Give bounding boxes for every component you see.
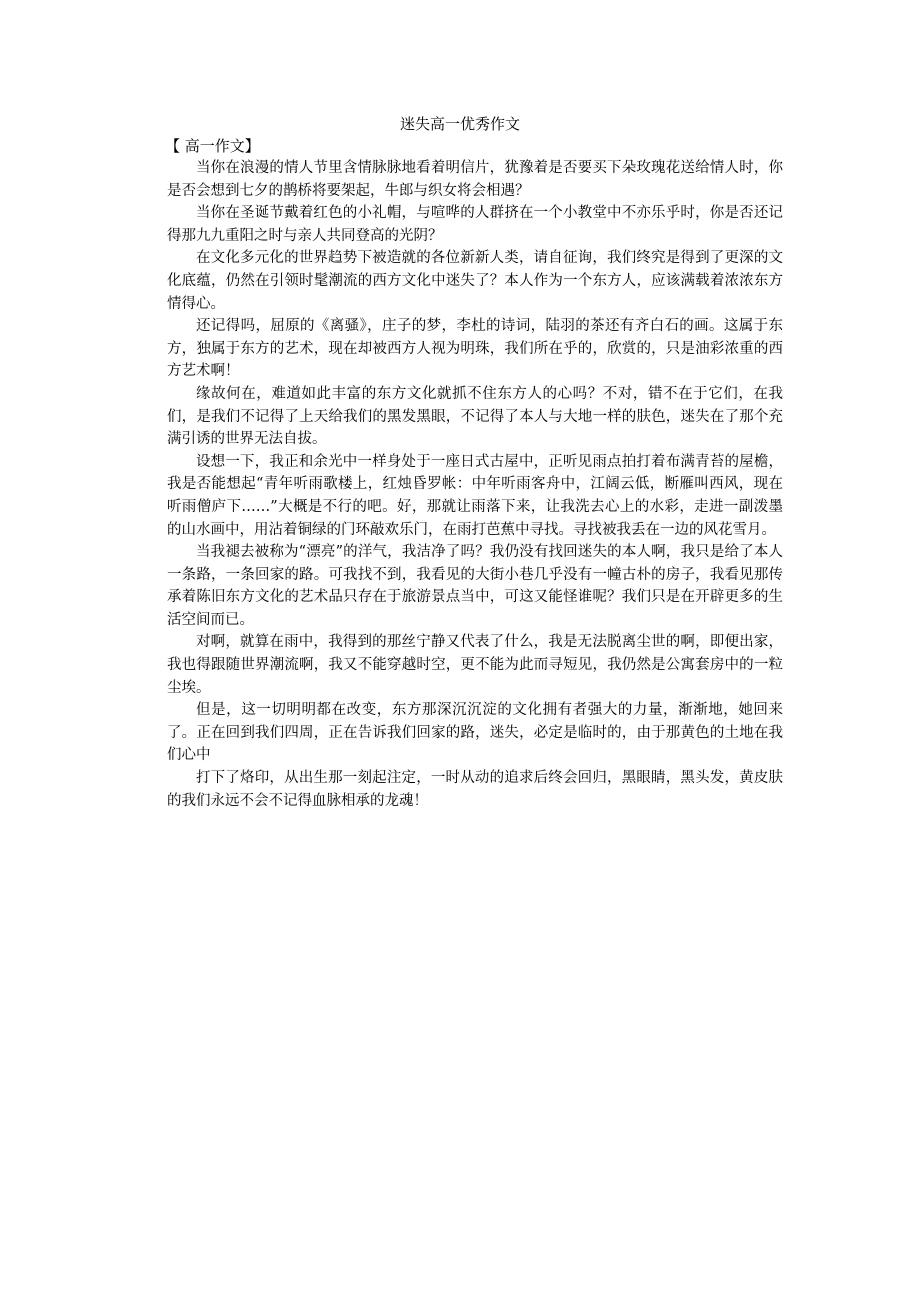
paragraph: 还记得吗，屈原的《离骚》，庄子的梦，李杜的诗词，陆羽的茶还有齐白石的画。这属于东方，独属于东方的艺术，现在却被西方人视为明珠，我们所在乎的，欣赏的，只是油彩浓重的西方艺术啊！ <box>167 318 783 380</box>
paragraph: 在文化多元化的世界趋势下被造就的各位新新人类，请自征询，我们终究是得到了更深的文化底蕴，仍然在引领时髦潮流的西方文化中迷失了？本人作为一个东方人，应该满载着浓浓东方情得心。 <box>167 250 783 312</box>
paragraph: 但是，这一切明明都在改变，东方那深沉沉淀的文化拥有者强大的力量，渐渐地，她回来了。正在回到我们四周，正在告诉我们回家的路，迷失，必定是临时的，由于那黄色的土地在我们心中 <box>167 702 783 764</box>
paragraph: 当我褪去被称为“漂亮”的洋气，我洁净了吗？我仍没有找回迷失的本人啊，我只是给了本人一条路，一条回家的路。可我找不到，我看见的大街小巷几乎没有一幢古朴的房子，我看见那传承着陈旧东方文化的艺术品只存在于旅游景点当中，可这又能怪谁呢？我们只是在开辟更多的生活空间而已。 <box>167 544 783 628</box>
category-tag: 【 高一作文】 <box>165 137 260 155</box>
paragraph: 当你在圣诞节戴着红色的小礼帽，与喧哗的人群挤在一个小教堂中不亦乐乎时，你是否还记得那九九重阳之时与亲人共同登高的光阴？ <box>167 205 783 244</box>
paragraph: 对啊，就算在雨中，我得到的那丝宁静又代表了什么，我是无法脱离尘世的啊，即便出家，我也得跟随世界潮流啊，我又不能穿越时空，更不能为此而寻短见，我仍然是公寓套房中的一粒尘埃。 <box>167 634 783 696</box>
document-title: 迷失高一优秀作文 <box>399 115 520 133</box>
paragraph: 打下了烙印，从出生那一刻起注定，一时从动的追求后终会回归，黑眼睛，黑头发，黄皮肤的我们永远不会不记得血脉相承的龙魂！ <box>167 770 783 809</box>
paragraph: 当你在浪漫的情人节里含情脉脉地看着明信片，犹豫着是否要买下朵玫瑰花送给情人时，你是否会想到七夕的鹊桥将要架起，牛郎与织女将会相遇？ <box>167 160 783 199</box>
document-body <box>167 157 783 812</box>
paragraph: 设想一下，我正和余光中一样身处于一座日式古屋中，正听见雨点拍打着布满青苔的屋檐，我是否能想起“青年听雨歌楼上，红烛昏罗帐：中年听雨客舟中，江阔云低，断雁叫西风，现在听雨僧庐下……”大概是不行的吧。好，那就让雨落下来，让我洗去心上的水彩，走进一副泼墨的山水画中，用沾着铜绿的门环敲欢乐门，在雨打芭蕉中寻找。寻找被我丢在一边的风花雪月。 <box>167 453 783 538</box>
paragraph: 缘故何在，难道如此丰富的东方文化就抓不住东方人的心吗？不对，错不在于它们，在我们，是我们不记得了上天给我们的黑发黑眼，不记得了本人与大地一样的肤色，迷失在了那个充满引诱的世界无法自拔。 <box>167 385 783 448</box>
